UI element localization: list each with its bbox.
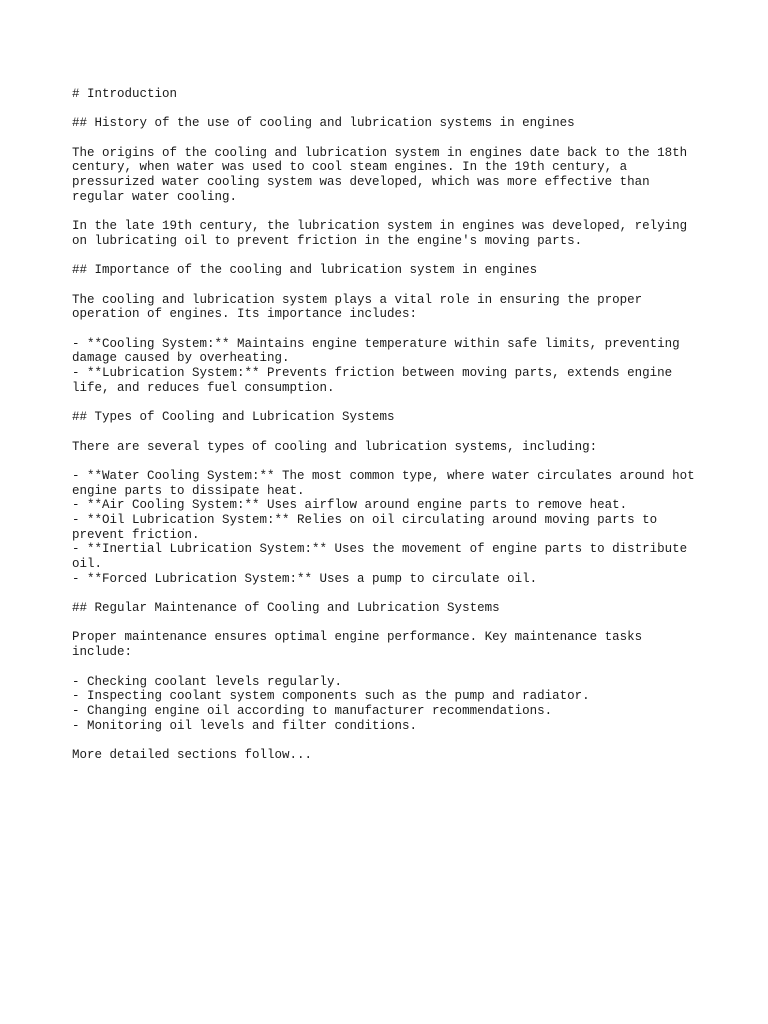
paragraph-block — [72, 146, 712, 205]
heading2-block — [72, 263, 712, 278]
paragraph-line: The cooling and lubrication system plays a vital role in ensuring the proper — [72, 292, 643, 307]
list-line: - Monitoring oil levels and filter conditions. — [72, 718, 418, 733]
heading2-block — [72, 601, 712, 616]
blank-line — [72, 278, 712, 293]
list-block — [72, 337, 712, 396]
paragraph-line: Proper maintenance ensures optimal engine performance. Key maintenance tasks — [72, 630, 643, 645]
heading2-line: ## Regular Maintenance of Cooling and Lubrication Systems — [72, 601, 500, 616]
list-line: engine parts to dissipate heat. — [72, 483, 305, 498]
paragraph-line: on lubricating oil to prevent friction in the engine's moving parts. — [72, 233, 583, 248]
blank-line — [72, 733, 712, 748]
list-line: - **Cooling System:** Maintains engine temperature within safe limits, preventing — [72, 336, 680, 351]
paragraph-line: century, when water was used to cool steam engines. In the 19th century, a — [72, 160, 628, 175]
paragraph-line: The origins of the cooling and lubrication system in engines date back to the 18th — [72, 145, 688, 160]
list-line: - Inspecting coolant system components such as the pump and radiator. — [72, 689, 590, 704]
list-line: - Changing engine oil according to manufacturer recommendations. — [72, 703, 553, 718]
heading2-block — [72, 410, 712, 425]
paragraph-block — [72, 440, 712, 455]
list-line: oil. — [72, 557, 103, 571]
paragraph-line: include: — [72, 645, 133, 660]
blank-line — [72, 395, 712, 410]
paragraph-block — [72, 219, 712, 248]
blank-line — [72, 131, 712, 146]
heading2-line: ## Importance of the cooling and lubrication system in engines — [72, 263, 538, 278]
paragraph-block — [72, 630, 712, 659]
blank-line — [72, 205, 712, 220]
list-line: - Checking coolant levels regularly. — [72, 674, 343, 689]
blank-line — [72, 249, 712, 264]
list-line: damage caused by overheating. — [72, 351, 290, 366]
document-body — [72, 87, 712, 763]
paragraph-block — [72, 748, 712, 763]
list-line: - **Oil Lubrication System:** Relies on oil circulating around moving parts to — [72, 512, 658, 527]
paragraph-line: There are several types of cooling and lubrication systems, including: — [72, 439, 598, 454]
heading2-line: ## History of the use of cooling and lubrication systems in engines — [72, 116, 575, 131]
paragraph-line: operation of engines. Its importance includes: — [72, 307, 418, 322]
list-line: - **Inertial Lubrication System:** Uses the movement of engine parts to distribute — [72, 542, 688, 557]
paragraph-line: regular water cooling. — [72, 189, 238, 204]
paragraph-line: pressurized water cooling system was developed, which was more effective than — [72, 175, 650, 190]
blank-line — [72, 586, 712, 601]
blank-line — [72, 425, 712, 440]
blank-line — [72, 660, 712, 675]
list-line: prevent friction. — [72, 527, 200, 542]
heading1-line: # Introduction — [72, 87, 178, 101]
heading2-line: ## Types of Cooling and Lubrication Systems — [72, 410, 395, 425]
list-line: - **Lubrication System:** Prevents friction between moving parts, extends engine — [72, 366, 673, 381]
heading2-block — [72, 116, 712, 131]
blank-line — [72, 102, 712, 117]
list-line: - **Air Cooling System:** Uses airflow around engine parts to remove heat. — [72, 498, 628, 513]
list-block — [72, 675, 712, 734]
paragraph-line: In the late 19th century, the lubrication system in engines was developed, relying — [72, 219, 688, 234]
paragraph-block — [72, 293, 712, 322]
list-line: life, and reduces fuel consumption. — [72, 380, 335, 395]
heading1-block — [72, 87, 712, 102]
list-line: - **Water Cooling System:** The most common type, where water circulates around hot — [72, 468, 695, 483]
blank-line — [72, 616, 712, 631]
list-block — [72, 469, 712, 587]
blank-line — [72, 454, 712, 469]
paragraph-line: More detailed sections follow... — [72, 747, 313, 762]
blank-line — [72, 322, 712, 337]
list-line: - **Forced Lubrication System:** Uses a pump to circulate oil. — [72, 571, 538, 586]
